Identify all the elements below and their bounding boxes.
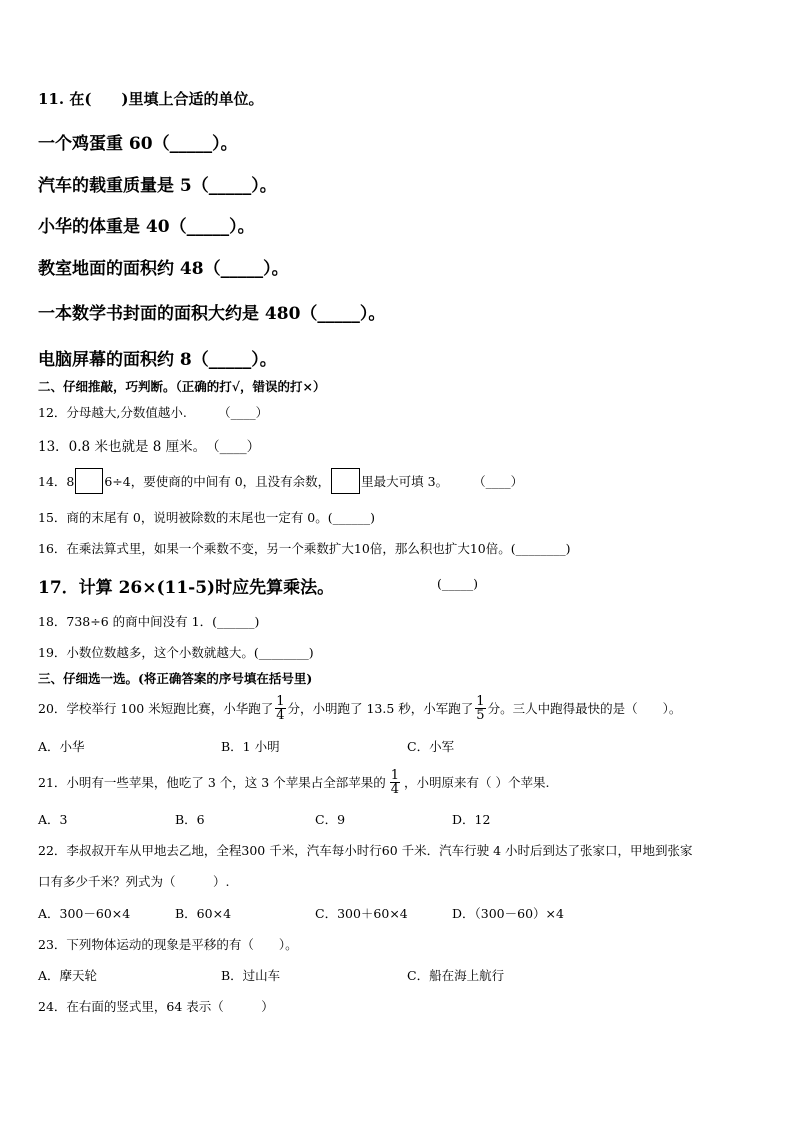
q21-fraction-numerator: 1 [390, 767, 399, 783]
q20 [38, 689, 681, 727]
q19: 19．小数位数越多，这个小数就越大。(________) [38, 645, 314, 660]
q14-blank-box-2 [331, 468, 360, 494]
q20-fraction-2 [475, 695, 485, 722]
q20-part-a: 20．学校举行 100 米短跑比赛，小华跑了 [38, 701, 274, 716]
q21-part-a: 21．小明有一些苹果，他吃了 3 个，这 3 个苹果占全部苹果的 [38, 775, 386, 790]
q21-fraction [390, 769, 400, 796]
q21-option-c: C．9 [315, 812, 346, 827]
q20-fraction-1 [275, 695, 285, 722]
q14-part-c: 里最大可填 3。 （____） [361, 474, 524, 489]
q21-part-b: ，小明原来有（ ）个苹果. [404, 775, 550, 790]
q20-option-c: C．小军 [407, 739, 455, 754]
q20-fraction-1-numerator: 1 [276, 693, 285, 709]
q21-option-d: D．12 [452, 812, 491, 827]
q14-part-b: 6÷4，要使商的中间有 0，且没有余数， [104, 474, 331, 489]
q18: 18．738÷6 的商中间没有 1．(______) [38, 614, 260, 629]
q11-line-4: 教室地面的面积约 48（_____）。 [38, 259, 289, 279]
q11-line-1: 一个鸡蛋重 60（_____）。 [38, 134, 238, 154]
q21-fraction-denominator: 4 [390, 781, 399, 797]
q12: 12．分母越大,分数值越小. （____） [38, 405, 269, 420]
q23-option-c: C．船在海上航行 [407, 968, 505, 983]
q20-option-a: A．小华 [38, 739, 85, 754]
q11-line-6: 电脑屏幕的面积约 8（_____）。 [38, 350, 277, 370]
q11-line-5: 一本数学书封面的面积大约是 480（_____）。 [38, 304, 386, 324]
q20-fraction-2-numerator: 1 [476, 693, 485, 709]
q11-title: 11. 在( )里填上合适的单位。 [38, 90, 264, 108]
q22-option-b: B．60×4 [175, 906, 232, 921]
q13: 13．0.8 米也就是 8 厘米。 （____） [38, 439, 261, 455]
q14-blank-box-1 [75, 468, 103, 494]
q20-option-b: B．1 小明 [221, 739, 280, 754]
q23: 23．下列物体运动的现象是平移的有（ ）。 [38, 937, 298, 952]
q11-line-2: 汽车的载重质量是 5（_____）。 [38, 176, 277, 196]
q22-line-2: 口有多少千米？列式为（ ）. [38, 874, 230, 889]
q16: 16．在乘法算式里，如果一个乘数不变，另一个乘数扩大10倍，那么积也扩大10倍。(________) [38, 541, 571, 556]
section-3-heading: 三、仔细选一选。(将正确答案的序号填在括号里) [38, 671, 313, 686]
q14 [38, 468, 523, 494]
section-2-heading: 二、仔细推敲，巧判断。（正确的打√，错误的打×） [38, 379, 326, 394]
q17: 17．计算 26×(11-5)时应先算乘法。 [38, 578, 335, 598]
q11-line-3: 小华的体重是 40（_____）。 [38, 217, 255, 237]
q20-part-c: 分。三人中跑得最快的是（ ）。 [487, 701, 682, 716]
q23-option-b: B．过山车 [221, 968, 281, 983]
q14-part-a: 14．8 [38, 474, 75, 489]
q24: 24．在右面的竖式里，64 表示（ ） [38, 999, 274, 1014]
q22-line-1: 22．李叔叔开车从甲地去乙地，全程300 千米，汽车每小时行60 千米．汽车行驶 4 小时后到达了张家口，甲地到张家 [38, 843, 693, 858]
q20-fraction-1-denominator: 4 [276, 707, 285, 723]
q22-option-a: A．300－60×4 [38, 906, 131, 921]
q15: 15．商的末尾有 0，说明被除数的末尾也一定有 0。(______) [38, 510, 376, 525]
q20-fraction-2-denominator: 5 [476, 707, 485, 723]
q21 [38, 763, 549, 801]
q21-option-a: A．3 [38, 812, 68, 827]
q17-blank: (_____) [437, 576, 479, 591]
q22-option-c: C．300＋60×4 [315, 906, 408, 921]
q20-part-b: 分，小明跑了 13.5 秒，小军跑了 [287, 701, 474, 716]
q23-option-a: A．摩天轮 [38, 968, 98, 983]
q22-option-d: D．（300－60）×4 [452, 906, 564, 921]
q21-option-b: B．6 [175, 812, 205, 827]
